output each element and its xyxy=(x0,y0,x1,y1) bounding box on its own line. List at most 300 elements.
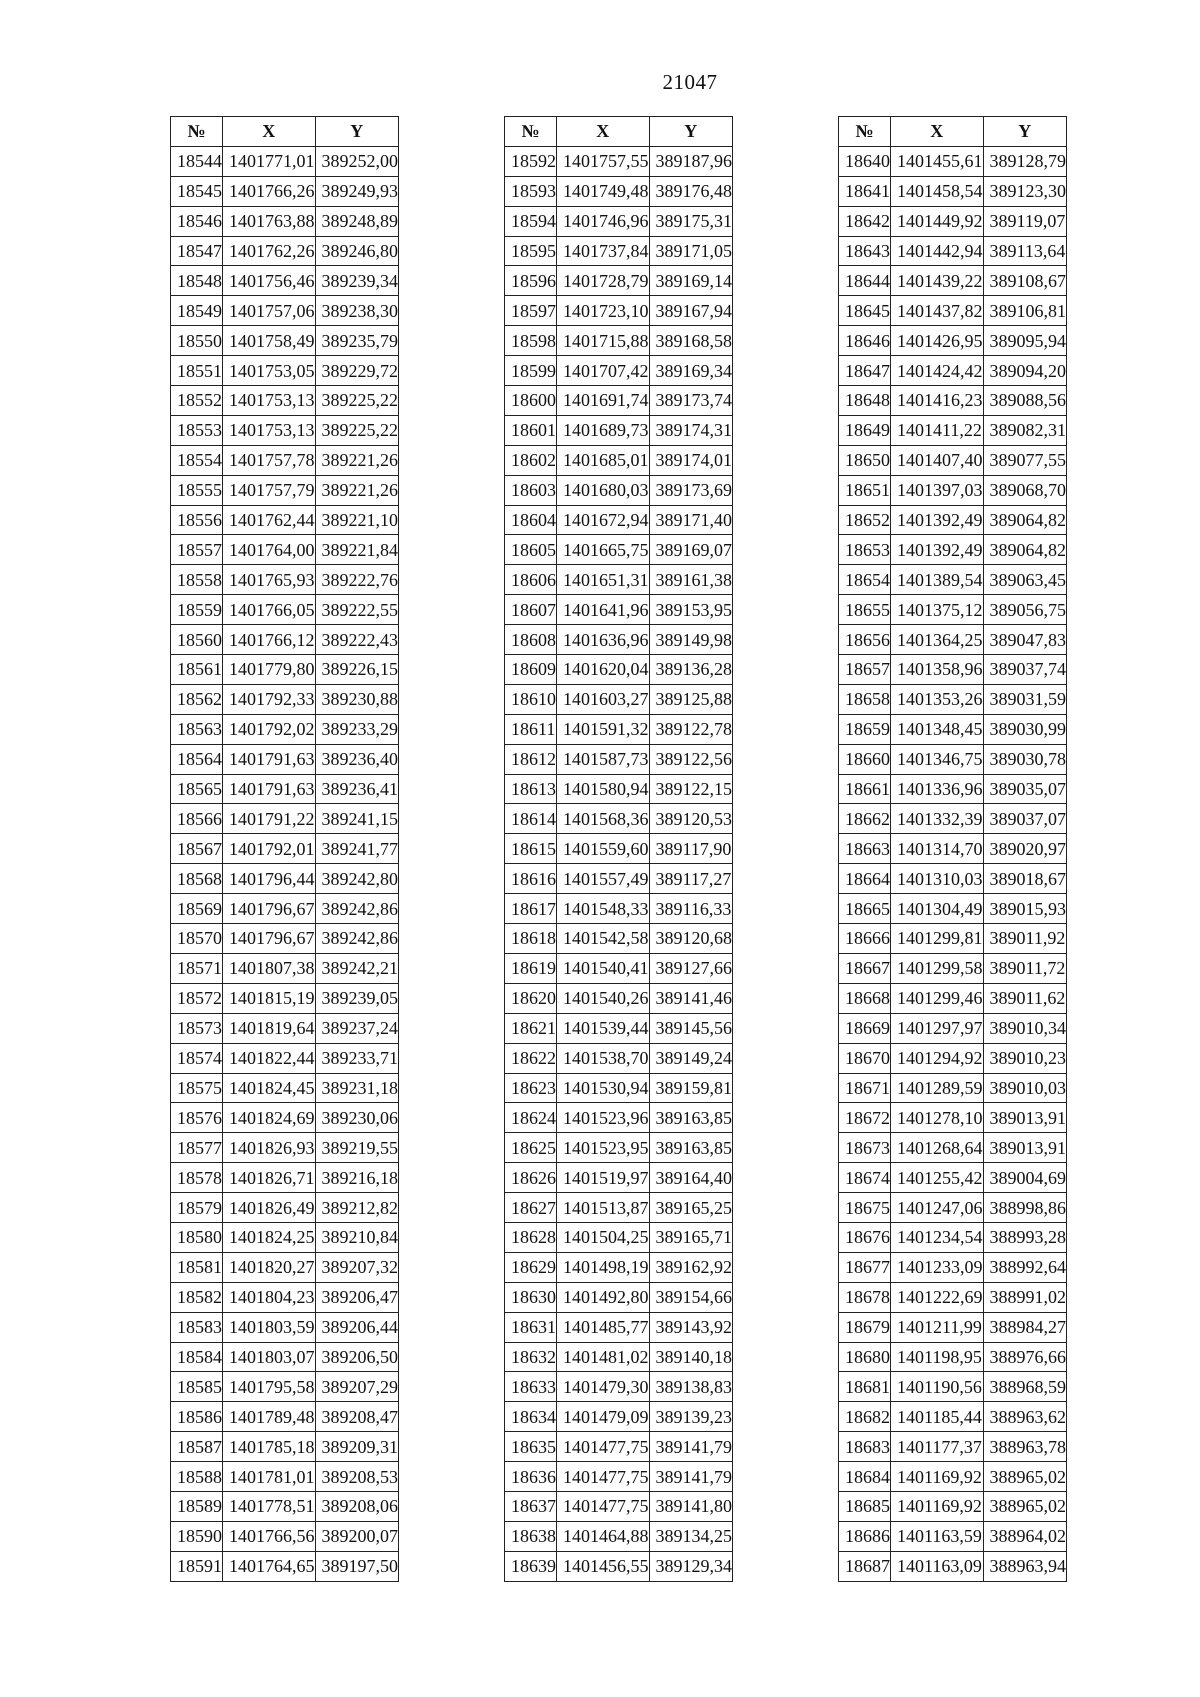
cell-x: 1401651,31 xyxy=(557,565,650,595)
table-row xyxy=(171,1222,399,1252)
cell-number: 18621 xyxy=(505,1013,557,1043)
cell-number: 18653 xyxy=(839,535,891,565)
cell-y: 388963,62 xyxy=(983,1402,1067,1432)
cell-y: 389222,76 xyxy=(315,565,399,595)
cell-y: 389241,15 xyxy=(315,804,399,834)
cell-x: 1401336,96 xyxy=(891,774,984,804)
cell-x: 1401753,05 xyxy=(223,356,316,386)
table-row xyxy=(839,146,1067,176)
cell-y: 389011,92 xyxy=(983,924,1067,954)
table-row xyxy=(505,1043,733,1073)
cell-x: 1401169,92 xyxy=(891,1462,984,1492)
table-row xyxy=(839,894,1067,924)
cell-number: 18660 xyxy=(839,744,891,774)
cell-x: 1401163,09 xyxy=(891,1551,984,1581)
cell-y: 388993,28 xyxy=(983,1222,1067,1252)
cell-x: 1401477,75 xyxy=(557,1432,650,1462)
cell-number: 18654 xyxy=(839,565,891,595)
cell-y: 388964,02 xyxy=(983,1521,1067,1551)
cell-y: 389120,53 xyxy=(649,804,733,834)
table-row xyxy=(171,1432,399,1462)
column-header-number: № xyxy=(171,117,223,147)
cell-x: 1401815,19 xyxy=(223,983,316,1013)
cell-y: 389068,70 xyxy=(983,475,1067,505)
cell-x: 1401620,04 xyxy=(557,655,650,685)
cell-y: 389020,97 xyxy=(983,834,1067,864)
cell-x: 1401437,82 xyxy=(891,296,984,326)
cell-x: 1401477,75 xyxy=(557,1491,650,1521)
cell-y: 389136,28 xyxy=(649,655,733,685)
table-row xyxy=(505,415,733,445)
coordinate-table-1 xyxy=(170,116,399,1582)
cell-y: 389226,15 xyxy=(315,655,399,685)
cell-number: 18596 xyxy=(505,266,557,296)
cell-x: 1401222,69 xyxy=(891,1282,984,1312)
cell-y: 389154,66 xyxy=(649,1282,733,1312)
cell-x: 1401299,58 xyxy=(891,953,984,983)
table-row xyxy=(171,1282,399,1312)
cell-x: 1401299,81 xyxy=(891,924,984,954)
cell-y: 389210,84 xyxy=(315,1222,399,1252)
cell-y: 388976,66 xyxy=(983,1342,1067,1372)
cell-x: 1401538,70 xyxy=(557,1043,650,1073)
table-row xyxy=(171,266,399,296)
cell-number: 18632 xyxy=(505,1342,557,1372)
table-row xyxy=(505,535,733,565)
column-header-number: № xyxy=(505,117,557,147)
table-row xyxy=(171,1073,399,1103)
column-header-x: X xyxy=(891,117,984,147)
cell-y: 389221,26 xyxy=(315,475,399,505)
table-row xyxy=(839,864,1067,894)
cell-x: 1401723,10 xyxy=(557,296,650,326)
table-row xyxy=(839,625,1067,655)
cell-number: 18630 xyxy=(505,1282,557,1312)
table-row xyxy=(505,386,733,416)
table-row xyxy=(839,565,1067,595)
cell-y: 389221,26 xyxy=(315,445,399,475)
cell-y: 389139,23 xyxy=(649,1402,733,1432)
table-row xyxy=(171,1342,399,1372)
cell-y: 389127,66 xyxy=(649,953,733,983)
cell-number: 18635 xyxy=(505,1432,557,1462)
table-row xyxy=(839,595,1067,625)
cell-number: 18615 xyxy=(505,834,557,864)
cell-number: 18609 xyxy=(505,655,557,685)
cell-y: 388968,59 xyxy=(983,1372,1067,1402)
cell-y: 389138,83 xyxy=(649,1372,733,1402)
table-row xyxy=(839,1342,1067,1372)
cell-number: 18619 xyxy=(505,953,557,983)
table-row xyxy=(839,983,1067,1013)
cell-number: 18640 xyxy=(839,146,891,176)
cell-y: 389221,10 xyxy=(315,505,399,535)
table-row xyxy=(171,1462,399,1492)
cell-y: 388992,64 xyxy=(983,1252,1067,1282)
cell-number: 18678 xyxy=(839,1282,891,1312)
cell-x: 1401749,48 xyxy=(557,176,650,206)
cell-x: 1401762,44 xyxy=(223,505,316,535)
cell-number: 18680 xyxy=(839,1342,891,1372)
cell-x: 1401785,18 xyxy=(223,1432,316,1462)
table-row xyxy=(839,1551,1067,1581)
cell-y: 389143,92 xyxy=(649,1312,733,1342)
cell-number: 18614 xyxy=(505,804,557,834)
cell-number: 18553 xyxy=(171,415,223,445)
cell-number: 18687 xyxy=(839,1551,891,1581)
cell-x: 1401234,54 xyxy=(891,1222,984,1252)
cell-number: 18642 xyxy=(839,206,891,236)
cell-number: 18676 xyxy=(839,1222,891,1252)
table-row xyxy=(839,356,1067,386)
cell-number: 18577 xyxy=(171,1133,223,1163)
table-row xyxy=(171,415,399,445)
table-row xyxy=(505,565,733,595)
cell-x: 1401358,96 xyxy=(891,655,984,685)
table-row xyxy=(839,1372,1067,1402)
cell-number: 18611 xyxy=(505,714,557,744)
cell-x: 1401824,69 xyxy=(223,1103,316,1133)
cell-y: 389047,83 xyxy=(983,625,1067,655)
cell-number: 18566 xyxy=(171,804,223,834)
table-row xyxy=(505,1402,733,1432)
table-row xyxy=(505,684,733,714)
cell-y: 389167,94 xyxy=(649,296,733,326)
cell-y: 389200,07 xyxy=(315,1521,399,1551)
cell-y: 389018,67 xyxy=(983,864,1067,894)
cell-y: 389122,56 xyxy=(649,744,733,774)
cell-y: 389171,40 xyxy=(649,505,733,535)
cell-x: 1401163,59 xyxy=(891,1521,984,1551)
cell-y: 389015,93 xyxy=(983,894,1067,924)
cell-x: 1401519,97 xyxy=(557,1163,650,1193)
table-row xyxy=(171,206,399,236)
cell-x: 1401449,92 xyxy=(891,206,984,236)
cell-y: 389035,07 xyxy=(983,774,1067,804)
cell-x: 1401568,36 xyxy=(557,804,650,834)
table-row xyxy=(505,1222,733,1252)
cell-x: 1401389,54 xyxy=(891,565,984,595)
cell-y: 389237,24 xyxy=(315,1013,399,1043)
cell-y: 389174,31 xyxy=(649,415,733,445)
cell-number: 18603 xyxy=(505,475,557,505)
cell-number: 18656 xyxy=(839,625,891,655)
cell-number: 18682 xyxy=(839,1402,891,1432)
cell-number: 18606 xyxy=(505,565,557,595)
cell-y: 389249,93 xyxy=(315,176,399,206)
table-row xyxy=(839,1282,1067,1312)
cell-y: 389159,81 xyxy=(649,1073,733,1103)
cell-x: 1401580,94 xyxy=(557,774,650,804)
table-row xyxy=(839,1312,1067,1342)
table-row xyxy=(839,1163,1067,1193)
table-row xyxy=(505,296,733,326)
table-row xyxy=(171,356,399,386)
cell-y: 389242,86 xyxy=(315,894,399,924)
table-row xyxy=(171,535,399,565)
cell-number: 18649 xyxy=(839,415,891,445)
cell-number: 18591 xyxy=(171,1551,223,1581)
table-row xyxy=(839,655,1067,685)
table-row xyxy=(505,804,733,834)
cell-y: 389222,55 xyxy=(315,595,399,625)
cell-y: 389013,91 xyxy=(983,1133,1067,1163)
cell-number: 18572 xyxy=(171,983,223,1013)
table-row xyxy=(171,684,399,714)
page-number: 21047 xyxy=(662,70,718,94)
cell-x: 1401392,49 xyxy=(891,535,984,565)
cell-number: 18593 xyxy=(505,176,557,206)
cell-x: 1401792,02 xyxy=(223,714,316,744)
cell-y: 389207,32 xyxy=(315,1252,399,1282)
cell-y: 389242,80 xyxy=(315,864,399,894)
column-header-x: X xyxy=(557,117,650,147)
cell-x: 1401764,65 xyxy=(223,1551,316,1581)
cell-x: 1401477,75 xyxy=(557,1462,650,1492)
column-header-y: Y xyxy=(315,117,399,147)
cell-y: 389230,88 xyxy=(315,684,399,714)
cell-number: 18636 xyxy=(505,1462,557,1492)
cell-x: 1401416,23 xyxy=(891,386,984,416)
cell-x: 1401753,13 xyxy=(223,415,316,445)
cell-y: 389206,44 xyxy=(315,1312,399,1342)
cell-x: 1401540,41 xyxy=(557,953,650,983)
cell-y: 389171,05 xyxy=(649,236,733,266)
cell-x: 1401479,09 xyxy=(557,1402,650,1432)
cell-number: 18659 xyxy=(839,714,891,744)
cell-x: 1401766,56 xyxy=(223,1521,316,1551)
table-row xyxy=(839,924,1067,954)
cell-number: 18580 xyxy=(171,1222,223,1252)
cell-number: 18633 xyxy=(505,1372,557,1402)
cell-x: 1401439,22 xyxy=(891,266,984,296)
cell-number: 18589 xyxy=(171,1491,223,1521)
table-row xyxy=(505,1193,733,1223)
cell-x: 1401728,79 xyxy=(557,266,650,296)
cell-number: 18610 xyxy=(505,684,557,714)
cell-number: 18571 xyxy=(171,953,223,983)
table-row xyxy=(505,864,733,894)
cell-y: 389030,99 xyxy=(983,714,1067,744)
cell-x: 1401778,51 xyxy=(223,1491,316,1521)
cell-y: 389175,31 xyxy=(649,206,733,236)
cell-number: 18639 xyxy=(505,1551,557,1581)
table-row xyxy=(505,983,733,1013)
cell-y: 389169,14 xyxy=(649,266,733,296)
table-row xyxy=(171,953,399,983)
cell-y: 389125,88 xyxy=(649,684,733,714)
cell-x: 1401781,01 xyxy=(223,1462,316,1492)
table-row xyxy=(171,1402,399,1432)
cell-y: 389229,72 xyxy=(315,356,399,386)
table-row xyxy=(839,535,1067,565)
cell-x: 1401542,58 xyxy=(557,924,650,954)
cell-x: 1401824,45 xyxy=(223,1073,316,1103)
cell-x: 1401587,73 xyxy=(557,744,650,774)
cell-y: 389108,67 xyxy=(983,266,1067,296)
table-row xyxy=(171,983,399,1013)
coordinate-table-2 xyxy=(504,116,733,1582)
cell-x: 1401424,42 xyxy=(891,356,984,386)
cell-number: 18600 xyxy=(505,386,557,416)
table-row xyxy=(171,714,399,744)
cell-number: 18561 xyxy=(171,655,223,685)
cell-number: 18592 xyxy=(505,146,557,176)
cell-number: 18668 xyxy=(839,983,891,1013)
table-row xyxy=(171,1193,399,1223)
cell-y: 389123,30 xyxy=(983,176,1067,206)
cell-number: 18620 xyxy=(505,983,557,1013)
cell-x: 1401375,12 xyxy=(891,595,984,625)
table-row xyxy=(171,1043,399,1073)
cell-x: 1401685,01 xyxy=(557,445,650,475)
cell-y: 389174,01 xyxy=(649,445,733,475)
table-row xyxy=(505,714,733,744)
table-row xyxy=(505,1312,733,1342)
cell-y: 389064,82 xyxy=(983,505,1067,535)
cell-y: 389208,53 xyxy=(315,1462,399,1492)
cell-y: 389168,58 xyxy=(649,326,733,356)
cell-x: 1401672,94 xyxy=(557,505,650,535)
cell-x: 1401190,56 xyxy=(891,1372,984,1402)
table-row xyxy=(839,1013,1067,1043)
table-row xyxy=(171,1372,399,1402)
cell-number: 18667 xyxy=(839,953,891,983)
cell-number: 18629 xyxy=(505,1252,557,1282)
cell-number: 18681 xyxy=(839,1372,891,1402)
cell-x: 1401715,88 xyxy=(557,326,650,356)
table-row xyxy=(505,1013,733,1043)
cell-number: 18664 xyxy=(839,864,891,894)
cell-y: 389094,20 xyxy=(983,356,1067,386)
table-row xyxy=(839,834,1067,864)
cell-y: 389208,47 xyxy=(315,1402,399,1432)
cell-y: 389216,18 xyxy=(315,1163,399,1193)
table-row xyxy=(171,774,399,804)
cell-y: 389241,77 xyxy=(315,834,399,864)
cell-x: 1401757,55 xyxy=(557,146,650,176)
cell-x: 1401185,44 xyxy=(891,1402,984,1432)
cell-x: 1401456,55 xyxy=(557,1551,650,1581)
cell-y: 389161,38 xyxy=(649,565,733,595)
cell-number: 18673 xyxy=(839,1133,891,1163)
cell-x: 1401278,10 xyxy=(891,1103,984,1133)
table-row xyxy=(505,326,733,356)
cell-x: 1401819,64 xyxy=(223,1013,316,1043)
cell-x: 1401530,94 xyxy=(557,1073,650,1103)
table-row xyxy=(171,386,399,416)
cell-x: 1401442,94 xyxy=(891,236,984,266)
cell-y: 389134,25 xyxy=(649,1521,733,1551)
table-row xyxy=(505,356,733,386)
cell-x: 1401364,25 xyxy=(891,625,984,655)
cell-x: 1401746,96 xyxy=(557,206,650,236)
column-header-x: X xyxy=(223,117,316,147)
table-row xyxy=(839,774,1067,804)
cell-x: 1401411,22 xyxy=(891,415,984,445)
cell-x: 1401753,13 xyxy=(223,386,316,416)
cell-number: 18569 xyxy=(171,894,223,924)
cell-y: 389165,71 xyxy=(649,1222,733,1252)
table-row xyxy=(839,1222,1067,1252)
cell-number: 18677 xyxy=(839,1252,891,1282)
table-row xyxy=(171,475,399,505)
cell-x: 1401426,95 xyxy=(891,326,984,356)
cell-x: 1401304,49 xyxy=(891,894,984,924)
cell-number: 18617 xyxy=(505,894,557,924)
table-row xyxy=(505,445,733,475)
cell-number: 18622 xyxy=(505,1043,557,1073)
cell-number: 18576 xyxy=(171,1103,223,1133)
table-row xyxy=(171,834,399,864)
cell-y: 389141,80 xyxy=(649,1491,733,1521)
cell-x: 1401826,49 xyxy=(223,1193,316,1223)
cell-number: 18648 xyxy=(839,386,891,416)
cell-x: 1401758,49 xyxy=(223,326,316,356)
cell-x: 1401455,61 xyxy=(891,146,984,176)
table-row xyxy=(171,176,399,206)
table-row xyxy=(505,655,733,685)
cell-y: 389122,78 xyxy=(649,714,733,744)
cell-number: 18655 xyxy=(839,595,891,625)
cell-x: 1401804,23 xyxy=(223,1282,316,1312)
cell-number: 18582 xyxy=(171,1282,223,1312)
cell-x: 1401211,99 xyxy=(891,1312,984,1342)
cell-y: 389031,59 xyxy=(983,684,1067,714)
cell-x: 1401707,42 xyxy=(557,356,650,386)
cell-number: 18627 xyxy=(505,1193,557,1223)
cell-x: 1401766,12 xyxy=(223,625,316,655)
cell-number: 18586 xyxy=(171,1402,223,1432)
table-row xyxy=(171,236,399,266)
cell-y: 389116,33 xyxy=(649,894,733,924)
table-row xyxy=(505,206,733,236)
cell-number: 18638 xyxy=(505,1521,557,1551)
cell-x: 1401481,02 xyxy=(557,1342,650,1372)
table-row xyxy=(171,1491,399,1521)
table-row xyxy=(505,1252,733,1282)
cell-y: 389197,50 xyxy=(315,1551,399,1581)
table-row xyxy=(839,804,1067,834)
cell-number: 18598 xyxy=(505,326,557,356)
table-row xyxy=(505,1342,733,1372)
cell-number: 18613 xyxy=(505,774,557,804)
cell-y: 389233,71 xyxy=(315,1043,399,1073)
cell-number: 18612 xyxy=(505,744,557,774)
cell-x: 1401498,19 xyxy=(557,1252,650,1282)
cell-number: 18608 xyxy=(505,625,557,655)
cell-y: 389239,05 xyxy=(315,983,399,1013)
table-row xyxy=(839,1103,1067,1133)
cell-number: 18623 xyxy=(505,1073,557,1103)
cell-x: 1401824,25 xyxy=(223,1222,316,1252)
cell-number: 18597 xyxy=(505,296,557,326)
cell-y: 389037,74 xyxy=(983,655,1067,685)
cell-x: 1401757,79 xyxy=(223,475,316,505)
cell-number: 18669 xyxy=(839,1013,891,1043)
cell-y: 389011,72 xyxy=(983,953,1067,983)
cell-x: 1401591,32 xyxy=(557,714,650,744)
cell-number: 18625 xyxy=(505,1133,557,1163)
cell-number: 18560 xyxy=(171,625,223,655)
table-row xyxy=(839,236,1067,266)
table-body xyxy=(505,146,733,1581)
cell-y: 389064,82 xyxy=(983,535,1067,565)
cell-y: 389212,82 xyxy=(315,1193,399,1223)
cell-y: 389239,34 xyxy=(315,266,399,296)
table-row xyxy=(839,326,1067,356)
cell-x: 1401779,80 xyxy=(223,655,316,685)
